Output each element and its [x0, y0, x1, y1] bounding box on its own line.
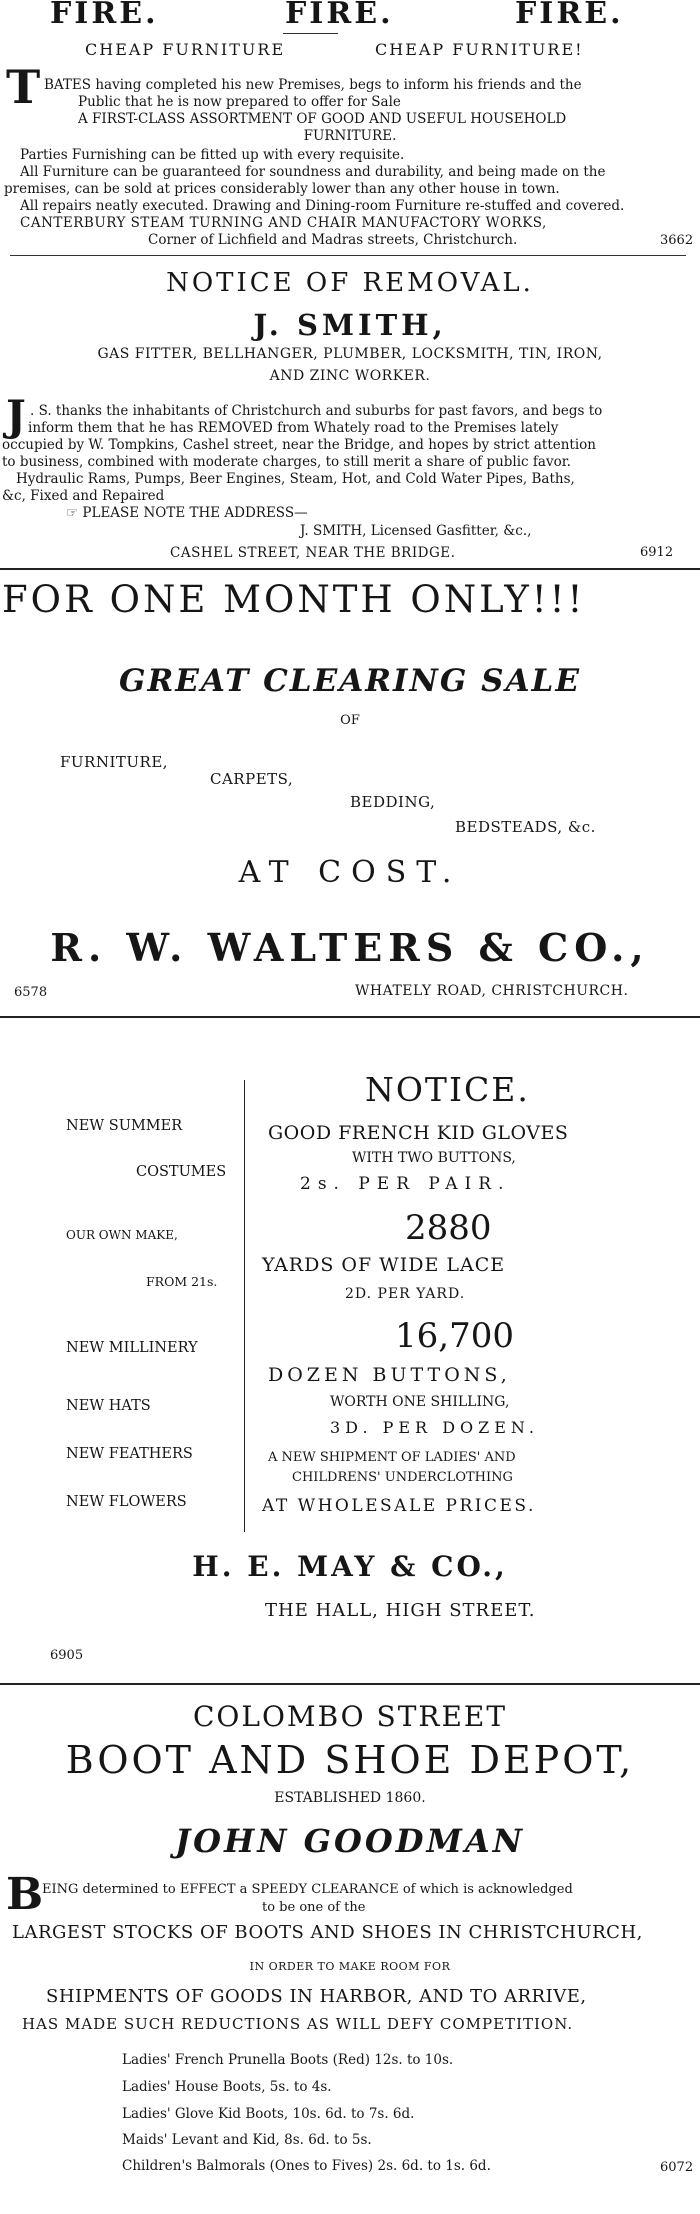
- price-item: Ladies' French Prunella Boots (Red) 12s. to 10s.: [122, 2052, 454, 2068]
- body-line: LARGEST STOCKS OF BOOTS AND SHOES IN CHRISTCHURCH,: [12, 1922, 643, 1943]
- ad-number: 3662: [660, 233, 694, 248]
- dropcap: T: [6, 60, 41, 114]
- ad-title: NOTICE OF REMOVAL.: [166, 268, 534, 298]
- body-line: occupied by W. Tompkins, Cashel street, near the Bridge, and hopes by strict attention: [2, 437, 596, 453]
- dropcap: J: [6, 391, 26, 440]
- body-line: FURNITURE.: [303, 128, 397, 144]
- ad-title: GREAT CLEARING SALE: [119, 663, 581, 699]
- body-line: J. SMITH, Licensed Gasfitter, &c.,: [300, 523, 532, 539]
- price-item: Maids' Levant and Kid, 8s. 6d. to 5s.: [122, 2132, 372, 2148]
- body-line: HAS MADE SUCH REDUCTIONS AS WILL DEFY COMPETITION.: [22, 2015, 574, 2033]
- offer-line: WITH TWO BUTTONS,: [352, 1150, 516, 1166]
- left-item: OUR OWN MAKE,: [66, 1228, 178, 1242]
- offer-line: 3D. PER DOZEN.: [330, 1418, 539, 1437]
- body-line: All repairs neatly executed. Drawing and Dining-room Furniture re-stuffed and covered.: [20, 198, 625, 214]
- at-cost: AT COST.: [238, 855, 462, 890]
- left-item: NEW HATS: [66, 1398, 151, 1414]
- dropcap: B: [6, 1869, 44, 1920]
- trades-line: AND ZINC WORKER.: [269, 368, 431, 384]
- bracket: [244, 1080, 253, 1532]
- left-item: COSTUMES: [136, 1164, 227, 1180]
- price-item: Children's Balmorals (Ones to Fives) 2s. 6d. to 1s. 6d.: [122, 2158, 491, 2174]
- body-line: IN ORDER TO MAKE ROOM FOR: [249, 1960, 451, 1973]
- firm-name: R. W. WALTERS & CO.,: [50, 925, 650, 970]
- divider: [10, 255, 686, 256]
- sale-item: BEDSTEADS, &c.: [455, 818, 596, 836]
- body-line: CANTERBURY STEAM TURNING AND CHAIR MANUFACTORY WORKS,: [20, 215, 547, 231]
- address: WHATELY ROAD, CHRISTCHURCH.: [355, 983, 629, 999]
- offer-number: 2880: [405, 1208, 492, 1248]
- sale-item: CARPETS,: [210, 770, 294, 788]
- subhead: CHEAP FURNITURE: [85, 40, 286, 59]
- offer-number: 16,700: [395, 1316, 514, 1356]
- divider: [0, 1683, 700, 1685]
- headline-word: FIRE.: [515, 0, 624, 31]
- body-line: Public that he is now prepared to offer for Sale: [78, 94, 401, 110]
- body-line: premises, can be sold at prices considerably lower than any other house in town.: [4, 181, 560, 197]
- offer-line: YARDS OF WIDE LACE: [262, 1254, 506, 1276]
- headline-word: FIRE.: [50, 0, 159, 31]
- address: THE HALL, HIGH STREET.: [265, 1600, 536, 1621]
- offer-line: A NEW SHIPMENT OF LADIES' AND: [268, 1450, 516, 1465]
- left-item: NEW FEATHERS: [66, 1446, 193, 1462]
- headline: FOR ONE MONTH ONLY!!!: [2, 578, 586, 621]
- subhead: CHEAP FURNITURE!: [375, 40, 584, 59]
- offer-line: AT WHOLESALE PRICES.: [262, 1496, 536, 1516]
- body-line: SHIPMENTS OF GOODS IN HARBOR, AND TO ARRIVE,: [46, 1986, 587, 2007]
- body-line: Hydraulic Rams, Pumps, Beer Engines, Steam, Hot, and Cold Water Pipes, Baths,: [16, 471, 575, 487]
- body-line: BATES having completed his new Premises, begs to inform his friends and the: [44, 77, 582, 93]
- left-item: NEW MILLINERY: [66, 1340, 198, 1356]
- divider: [0, 568, 700, 570]
- ad-number: 6072: [660, 2160, 694, 2175]
- ad-number: 6912: [640, 545, 674, 560]
- firm-name: H. E. MAY & CO.,: [192, 1550, 508, 1583]
- sale-item: FURNITURE,: [60, 753, 169, 771]
- body-line: . S. thanks the inhabitants of Christchurch and suburbs for past favors, and begs to: [30, 403, 603, 419]
- body-line: to business, combined with moderate charges, to still merit a share of public favor.: [2, 454, 571, 470]
- body-line: Corner of Lichfield and Madras streets, Christchurch.: [148, 232, 518, 248]
- of-label: OF: [340, 713, 360, 728]
- body-line: inform them that he has REMOVED from Whately road to the Premises lately: [28, 420, 559, 436]
- ad-title: BOOT AND SHOE DEPOT,: [65, 1738, 635, 1782]
- body-line: A FIRST-CLASS ASSORTMENT OF GOOD AND USEFUL HOUSEHOLD: [78, 111, 567, 127]
- divider: [0, 1016, 700, 1018]
- left-item: NEW SUMMER: [66, 1118, 183, 1134]
- body-line: ☞ PLEASE NOTE THE ADDRESS—: [66, 505, 308, 521]
- ad-name: J. SMITH,: [253, 308, 447, 342]
- body-line: All Furniture can be guaranteed for soundness and durability, and being made on the: [20, 164, 606, 180]
- body-line: to be one of the: [262, 1900, 366, 1915]
- established: ESTABLISHED 1860.: [274, 1790, 426, 1806]
- sale-item: BEDDING,: [350, 793, 436, 811]
- body-line: &c, Fixed and Repaired: [2, 488, 165, 504]
- offer-line: 2D. PER YARD.: [345, 1286, 466, 1302]
- offer-line: CHILDRENS' UNDERCLOTHING: [292, 1470, 513, 1485]
- owner-name: JOHN GOODMAN: [175, 1822, 525, 1860]
- left-item: NEW FLOWERS: [66, 1494, 187, 1510]
- divider: [283, 33, 338, 34]
- left-item: FROM 21s.: [146, 1274, 218, 1289]
- price-item: Ladies' House Boots, 5s. to 4s.: [122, 2079, 332, 2095]
- ad-number: 6578: [14, 985, 48, 1000]
- body-line: EING determined to EFFECT a SPEEDY CLEARANCE of which is acknowledged: [42, 1882, 573, 1897]
- offer-line: DOZEN BUTTONS,: [268, 1364, 511, 1386]
- trades-line: GAS FITTER, BELLHANGER, PLUMBER, LOCKSMITH, TIN, IRON,: [97, 346, 603, 362]
- ad-number: 6905: [50, 1648, 84, 1663]
- notice-title: NOTICE.: [365, 1070, 530, 1109]
- body-line: CASHEL STREET, NEAR THE BRIDGE.: [170, 545, 456, 561]
- offer-line: 2s. PER PAIR.: [300, 1174, 511, 1194]
- price-item: Ladies' Glove Kid Boots, 10s. 6d. to 7s. 6d.: [122, 2106, 415, 2122]
- offer-line: GOOD FRENCH KID GLOVES: [268, 1122, 569, 1144]
- offer-line: WORTH ONE SHILLING,: [330, 1394, 510, 1410]
- headline-word: FIRE.: [285, 0, 394, 31]
- street-title: COLOMBO STREET: [192, 1700, 508, 1733]
- body-line: Parties Furnishing can be fitted up with every requisite.: [20, 147, 405, 163]
